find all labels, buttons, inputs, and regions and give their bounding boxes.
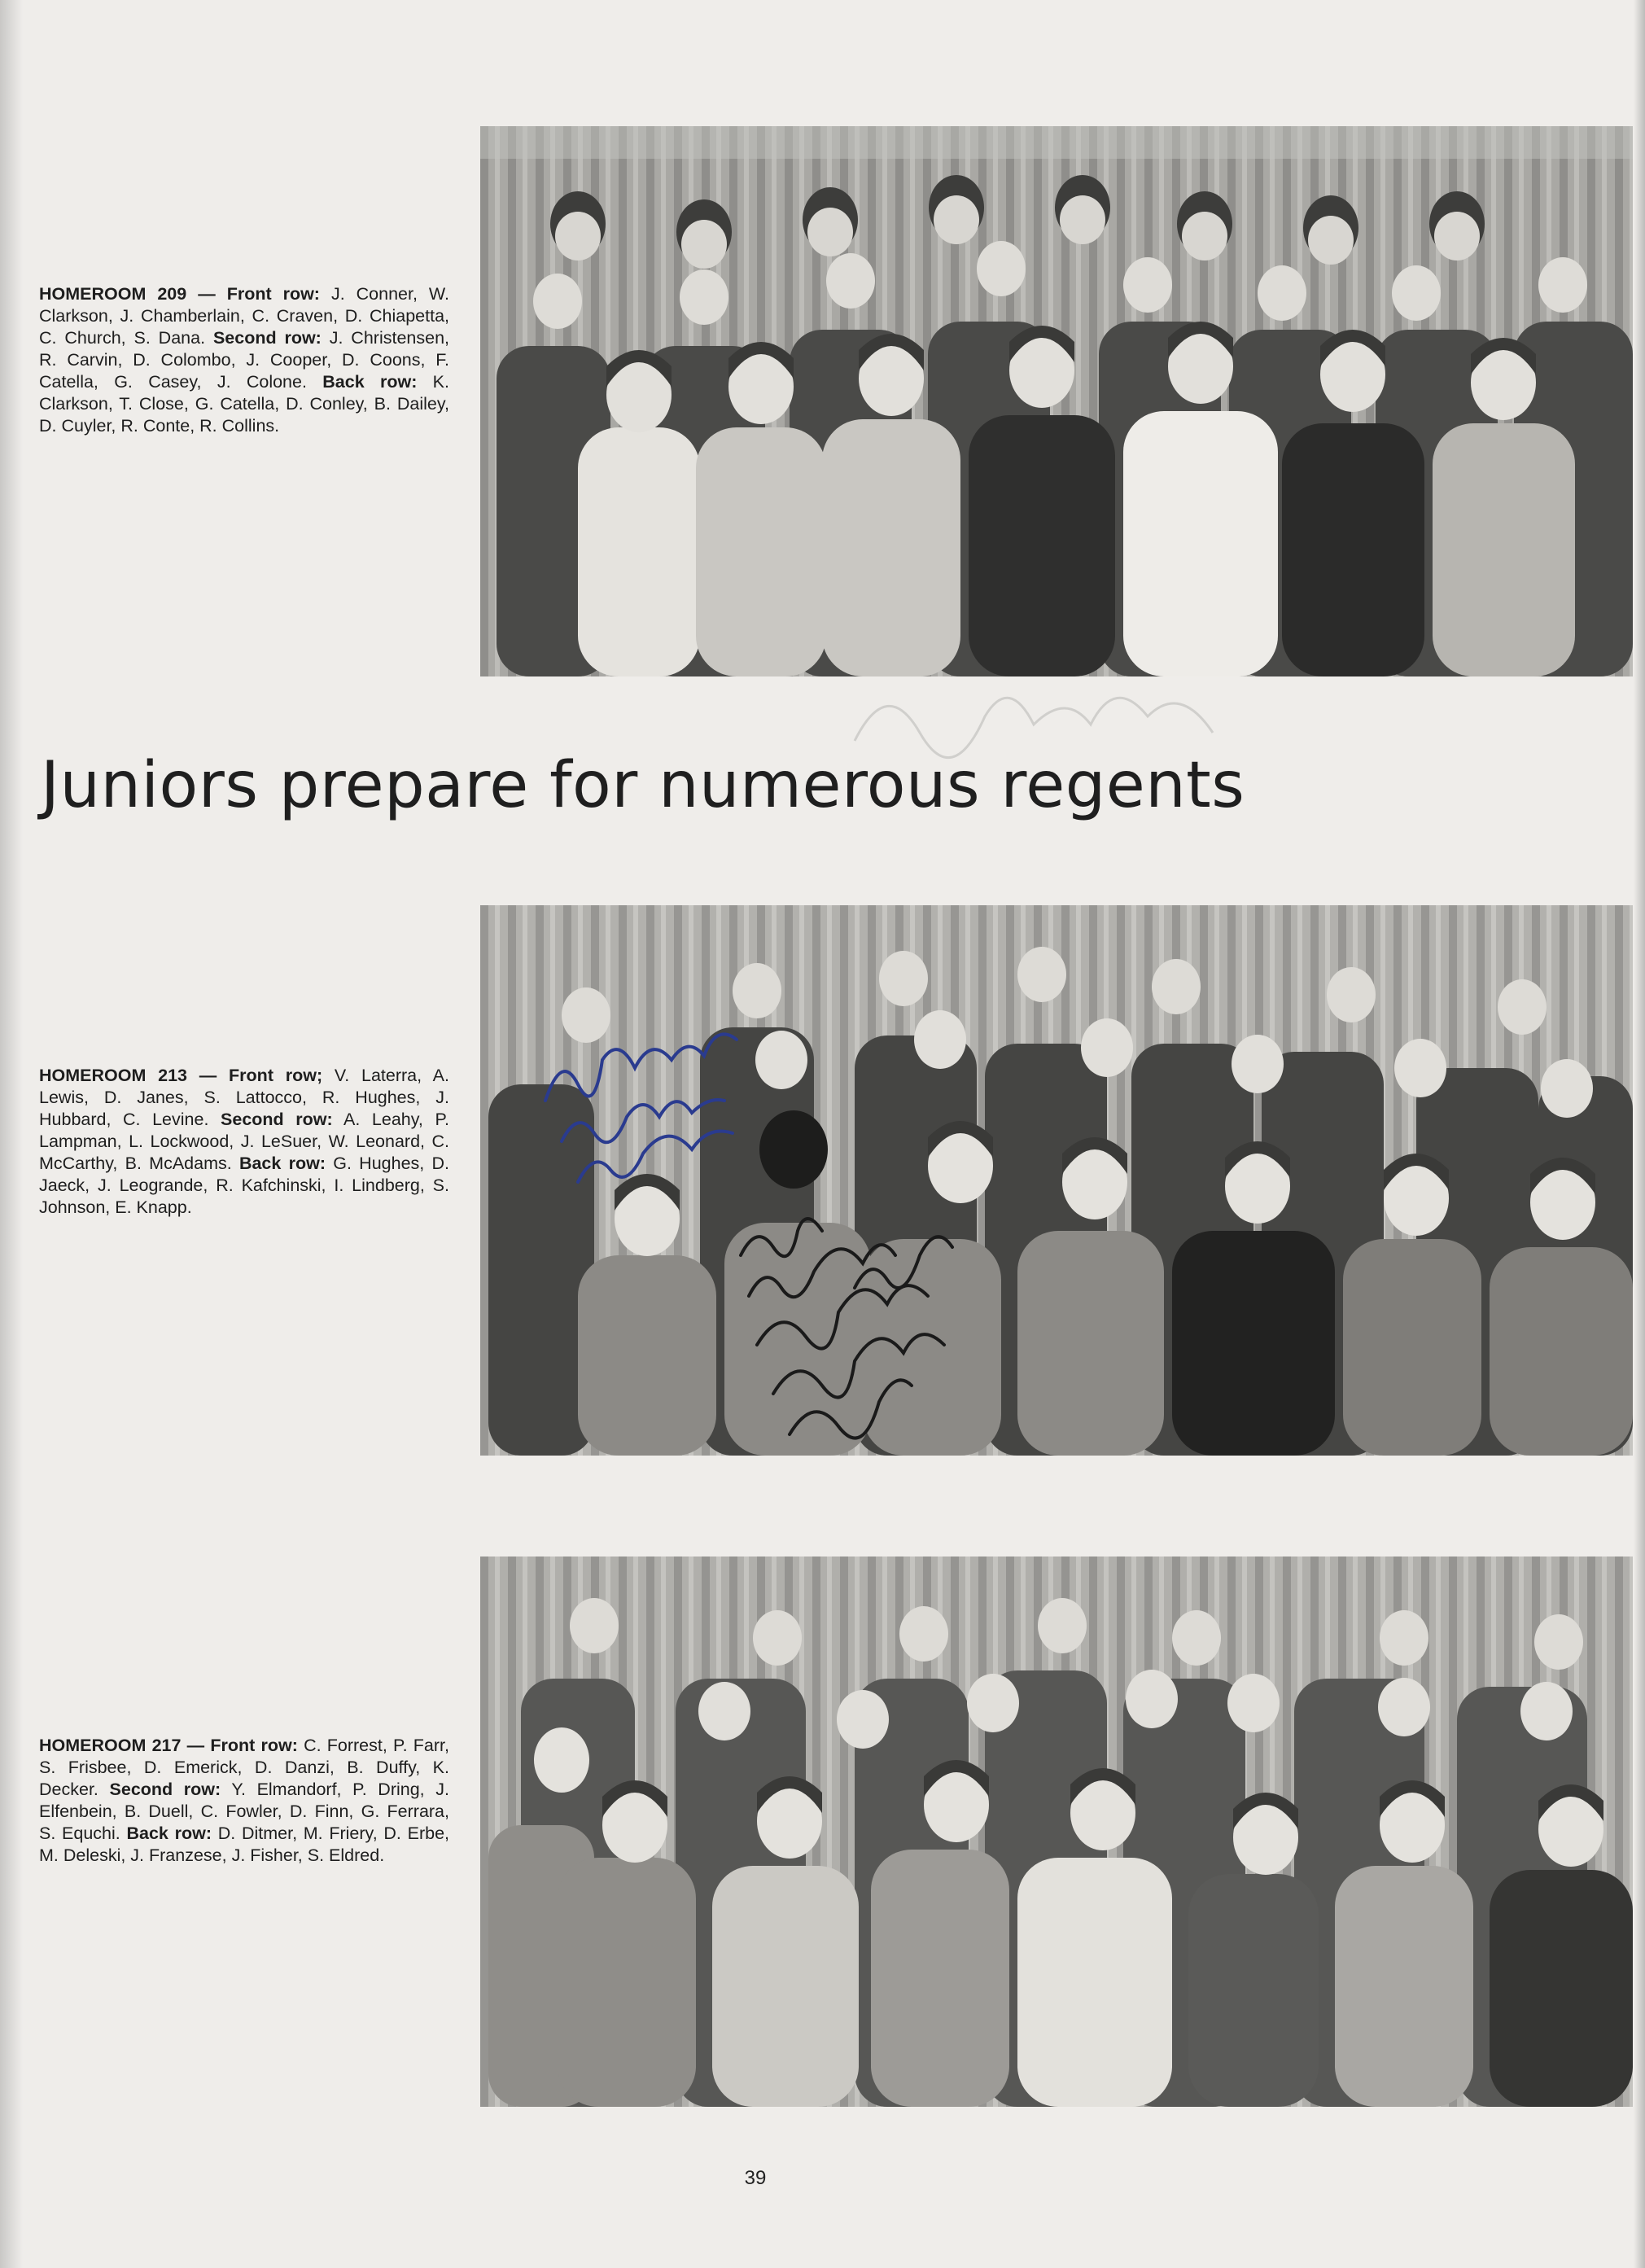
homeroom-217-label: HOMEROOM 217 —: [39, 1736, 205, 1755]
caption-homeroom-213: [39, 1065, 449, 1219]
back-row-names: K. Clarkson, T. Close, G. Catella, D. Conley, B. Dailey, D. Cuyler, R. Conte, R. Collins.: [39, 372, 449, 436]
page-number: 39: [744, 2167, 767, 2189]
homeroom-209-photo: [480, 126, 1633, 676]
back-row-label: Back row:: [238, 1154, 326, 1173]
page-headline: Juniors prepare for numerous regents: [41, 749, 1245, 822]
back-row-names: G. Hughes, D. Jaeck, J. Leogrande, R. Kafchinski, I. Lindberg, S. Johnson, E. Knapp.: [39, 1154, 449, 1217]
second-row-label: Second row:: [212, 328, 322, 348]
front-row-names: J. Conner, W. Clarkson, J. Chamberlain, C. Craven, D. Chiapetta, C. Church, S. Dana.: [39, 284, 449, 348]
second-row-names: J. Christensen, R. Carvin, D. Colombo, J. Cooper, D. Coons, F. Catella, G. Casey, J. Colone.: [39, 328, 450, 392]
second-row-names: A. Leahy, P. Lampman, L. Lockwood, J. LeSuer, W. Leonard, C. McCarthy, B. McAdams.: [39, 1110, 449, 1173]
back-row-names: D. Ditmer, M. Friery, D. Erbe, M. Deleski, J. Franzese, J. Fisher, S. Eldred.: [39, 1824, 450, 1865]
caption-homeroom-217: [39, 1735, 449, 1867]
front-row-names: V. Laterra, A. Lewis, D. Janes, S. Lattocco, R. Hughes, J. Hubbard, C. Levine.: [39, 1066, 449, 1129]
group-photo-213: [480, 905, 1633, 1456]
page-edge-shadow: [1634, 0, 1645, 2268]
front-row-label: Front row:: [210, 1736, 298, 1755]
back-row-label: Back row:: [126, 1824, 212, 1843]
homeroom-217-photo: [480, 1557, 1633, 2107]
back-row-label: Back row:: [322, 372, 418, 392]
front-row-label: Front row:: [226, 284, 320, 304]
homeroom-213-label: HOMEROOM 213 —: [39, 1066, 217, 1085]
front-row-names: C. Forrest, P. Farr, S. Frisbee, D. Emerick, D. Danzi, B. Duffy, K. Decker.: [39, 1736, 449, 1799]
homeroom-209-label: HOMEROOM 209 —: [39, 284, 216, 304]
caption-homeroom-209: [39, 283, 449, 437]
page-binding-shadow: [0, 0, 23, 2268]
front-row-label: Front row;: [229, 1066, 323, 1085]
group-photo-209: [480, 126, 1633, 676]
second-row-names: Y. Elmandorf, P. Dring, J. Elfenbein, B. Duell, C. Fowler, D. Finn, G. Ferrara, S. Equchi.: [39, 1780, 449, 1843]
group-photo-217: [480, 1557, 1633, 2107]
homeroom-213-photo: [480, 905, 1633, 1456]
second-row-label: Second row:: [221, 1110, 333, 1129]
second-row-label: Second row:: [109, 1780, 221, 1799]
